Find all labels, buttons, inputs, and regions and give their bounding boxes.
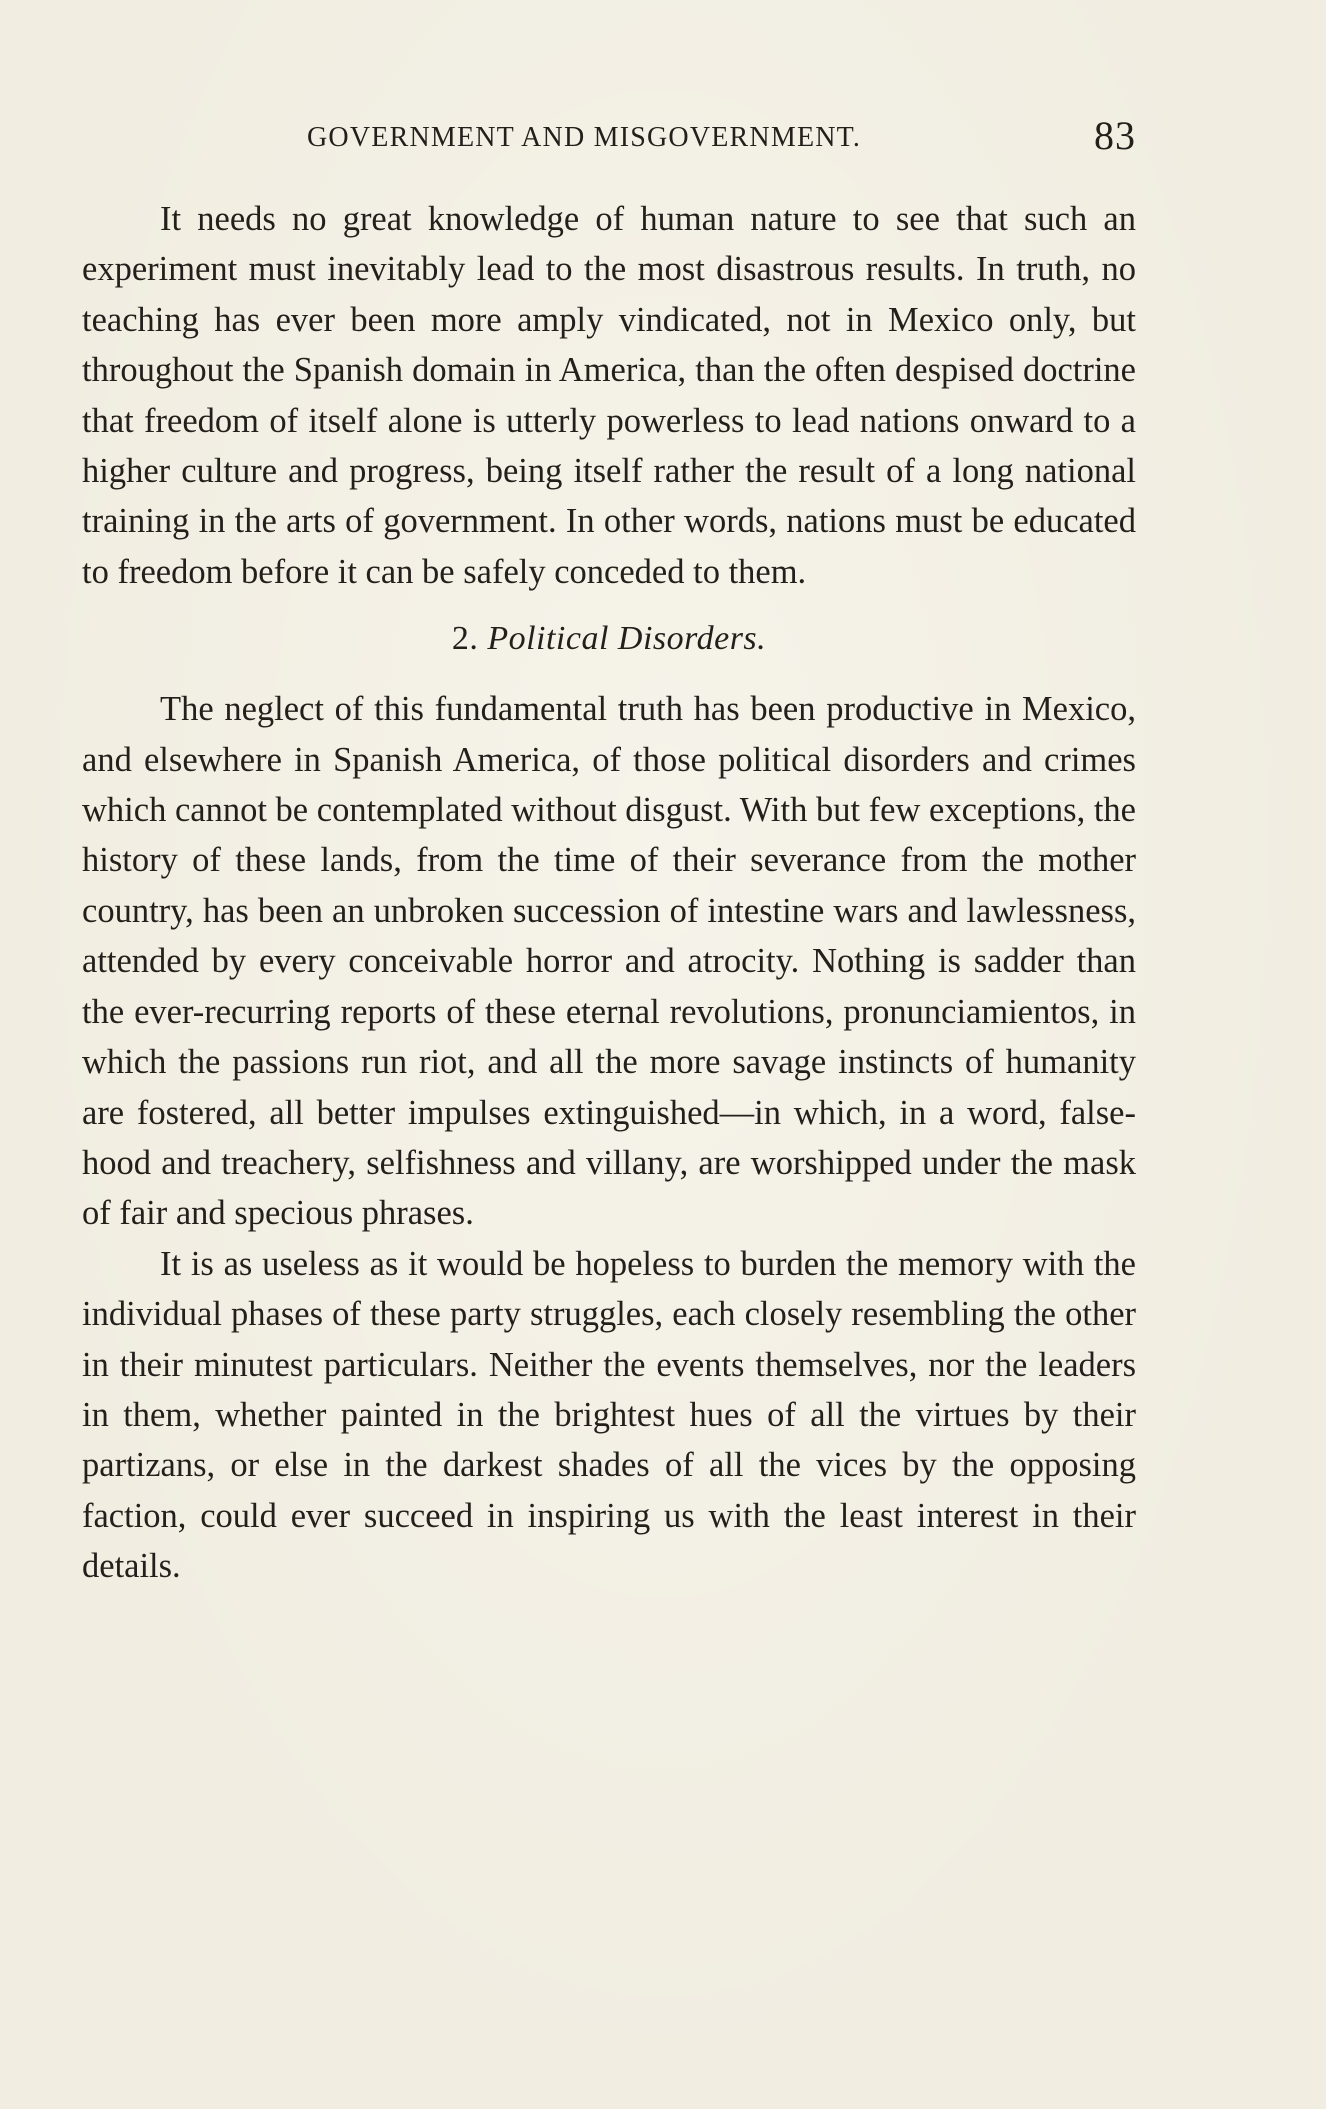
paragraph-political-disorders: The neglect of this fundamental truth has been productive in Mexico, and elsewhere in Spanish America, of those political disorders and crimes which cannot be contemplated without disgust. With but few exceptions, the history of these lands, from the time of their severance from the mother country, has been an unbroken succession of intestine wars and lawlessness, attended by every conceivable horror and atrocity. Nothing is sadder than the ever-recurring reports of these eternal revolutions, pronunciamientos, in which the passions run riot, and all the more savage instincts of humanity are fostered, all better impulses extinguished—in which, in a word, falsehood and treachery, selfishness and villany, are worshipped under the mask of fair and specious phrases. [82,690,1136,1233]
running-head-title: GOVERNMENT AND MISGOVERNMENT. [307,122,862,153]
running-head [82,112,1136,162]
page-number: 83 [1094,113,1136,158]
section-title: Political Disorders. [487,620,767,658]
body-text [82,194,1136,1592]
paragraph-party-struggles: It is as useless as it would be hopeless to burden the memory with the individual phases of these party struggles, each closely resembling the other in their minutest particulars. Neither the events themselves, nor the leaders in them, whether painted in the brightest hues of all the virtues by their partizans, or else in the darkest shades of all the vices by the opposing faction, could ever succeed in inspiring us with the least interest in their details. [82,1244,1136,1586]
section-heading [82,617,1136,661]
paragraph-freedom-doctrine: It needs no great knowledge of human nature to see that such an experiment must inevitably lead to the most disastrous results. In truth, no teaching has ever been more amply vindicated, not in Mexico only, but throughout the Spanish domain in America, than the often despised doctrine that freedom of itself alone is utterly powerless to lead nations onward to a higher culture and progress, being itself rather the result of a long national training in the arts of government. In other words, nations must be educated to freedom before it can be safely conceded to them. [82,200,1136,591]
section-number: 2. [451,620,479,658]
